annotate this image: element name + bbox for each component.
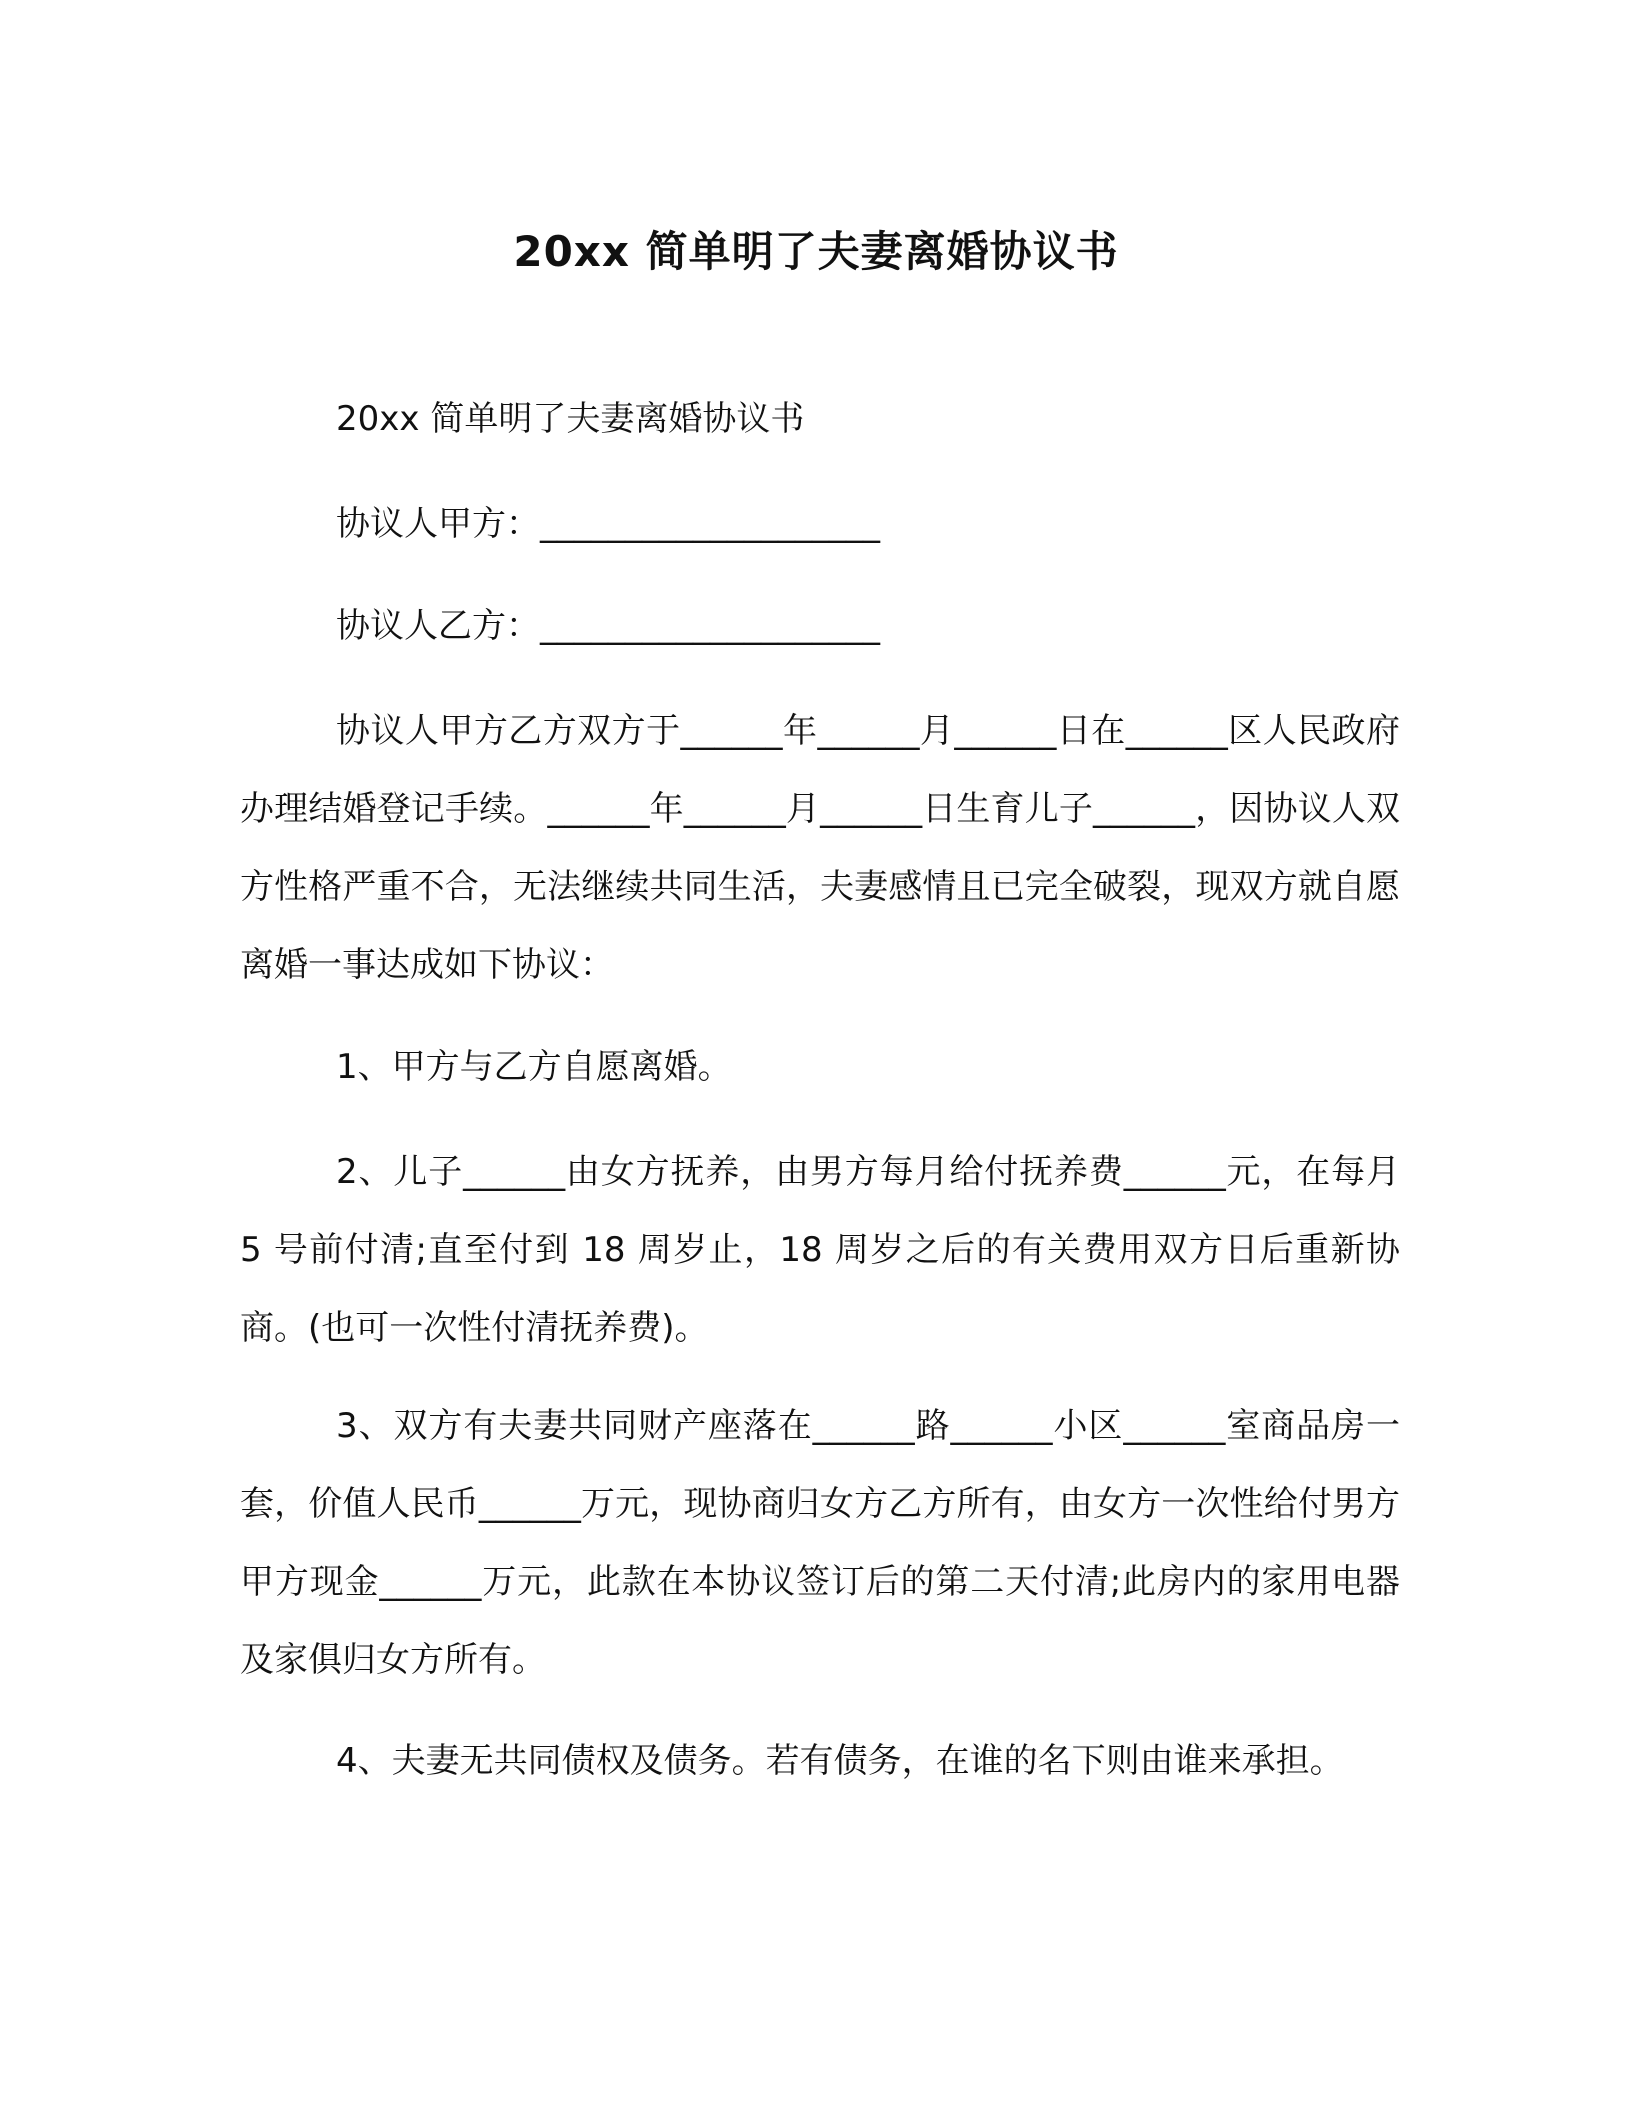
clause-1: 1、甲方与乙方自愿离婚。 xyxy=(336,1047,732,1087)
document-subtitle: 20xx 简单明了夫妻离婚协议书 xyxy=(336,399,805,439)
clause-4: 4、夫妻无共同债权及债务。若有债务，在谁的名下则由谁来承担。 xyxy=(336,1741,1344,1781)
document-title: 20xx 简单明了夫妻离婚协议书 xyxy=(513,227,1119,276)
party-b-line: 协议人乙方：____________________ xyxy=(336,606,880,646)
clause-2: 2、儿子______由女方抚养，由男方每月给付抚养费______元，在每月 5 号前付清;直至付到 18 周岁止，18 周岁之后的有关费用双方日后重新协商。(也可一次性付清抚养费)。 xyxy=(240,1152,1400,1348)
intro-paragraph: 协议人甲方乙方双方于______年______月______日在______区人民政府办理结婚登记手续。______年______月______日生育儿子______，因协议人双方性格严重不合，无法继续共同生活，夫妻感情且已完全破裂，现双方就自愿离婚一事达成如下协议： xyxy=(240,711,1400,985)
clause-3: 3、双方有夫妻共同财产座落在______路______小区______室商品房一套，价值人民币______万元，现协商归女方乙方所有，由女方一次性给付男方甲方现金______万元，此款在本协议签订后的第二天付清;此房内的家用电器及家俱归女方所有。 xyxy=(240,1406,1400,1680)
party-a-line: 协议人甲方：____________________ xyxy=(336,504,880,544)
